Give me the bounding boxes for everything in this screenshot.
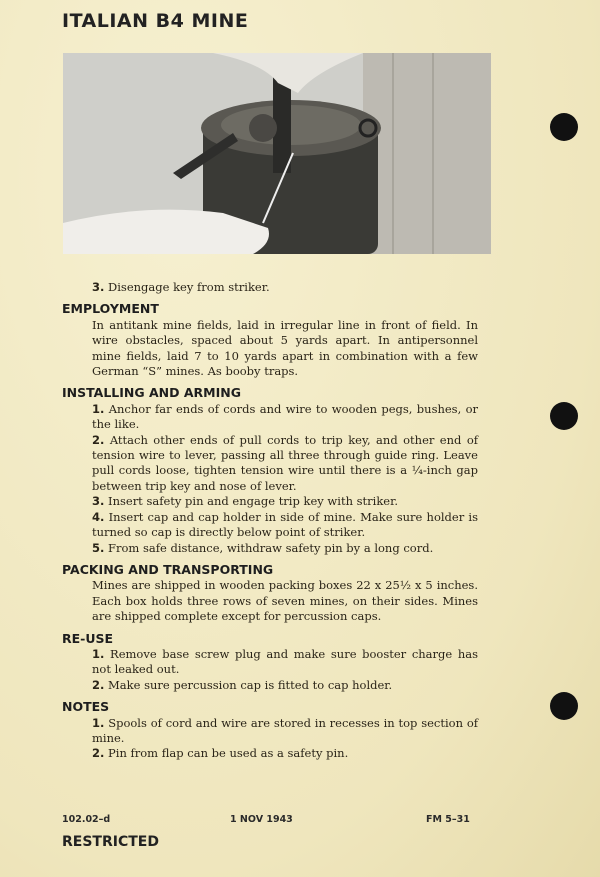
item-text: Pin from flap can be used as a safety pin. [108,746,349,761]
binder-hole [550,402,578,430]
installing-item [62,433,478,495]
packing-text: Mines are shipped in wooden packing boxes 22 x 25½ x 5 inches. Each box holds three rows of seven mines, on their sides. Mines are shipped complete except for percussion caps. [92,578,478,624]
footer-date: 1 NOV 1943 [230,814,293,825]
notes-item [62,716,478,747]
heading-installing: INSTALLING AND ARMING [62,385,241,401]
notes-item [62,746,478,761]
binder-hole [550,692,578,720]
item-number: 2. [92,677,105,692]
item-number: 1. [92,401,105,416]
item-number: 2. [92,746,105,761]
item-text: Spools of cord and wire are stored in recesses in top section of mine. [92,715,478,745]
mine-photo-illustration [63,53,491,254]
item-number: 5. [92,540,105,555]
item-text: Attach other ends of pull cords to trip key, and other end of tension wire to lever, passing all three through guide ring. Leave pull cords loose, tighten tension wire until there is a ¼-inch gap between trip key and nose of lever. [92,432,478,493]
item-text: From safe distance, withdraw safety pin by a long cord. [108,540,434,555]
item-number: 1. [92,715,105,730]
caption-text: Disengage key from striker. [108,280,270,294]
footer-manual: FM 5–31 [426,814,470,825]
item-number: 1. [92,646,105,661]
item-number: 3. [92,494,105,509]
binder-hole [550,113,578,141]
caption-number: 3. [92,280,105,294]
heading-notes: NOTES [62,699,110,715]
installing-item [62,510,478,541]
classification-label: RESTRICTED [62,834,159,850]
installing-item [62,402,478,433]
employment-text: In antitank mine fields, laid in irregular line in front of field. In wire obstacles, spaced about 5 yards apart. In antipersonnel mine fields, laid 7 to 10 yards apart in combination with a few German “S” mines. As booby traps. [92,317,478,379]
item-text: Remove base screw plug and make sure booster charge has not leaked out. [92,646,479,677]
installing-item [62,494,478,509]
photo-caption [62,280,478,295]
heading-reuse: RE-USE [62,630,114,646]
installing-item [62,541,478,556]
page-title: ITALIAN B4 MINE [62,10,249,32]
document-body [62,280,478,762]
heading-employment: EMPLOYMENT [62,301,159,317]
item-text: Insert safety pin and engage trip key with striker. [108,494,398,509]
item-number: 4. [92,509,105,524]
item-text: Insert cap and cap holder in side of mine. Make sure holder is turned so cap is directly below point of striker. [92,509,478,540]
item-number: 2. [92,432,105,447]
footer-reference: 102.02–d [62,814,111,825]
item-text: Anchor far ends of cords and wire to wooden pegs, bushes, or the like. [92,401,478,432]
mine-photo [63,53,491,254]
heading-packing: PACKING AND TRANSPORTING [62,561,274,577]
reuse-item [62,647,478,678]
item-text: Make sure percussion cap is fitted to cap holder. [108,677,393,692]
reuse-item [62,678,478,693]
